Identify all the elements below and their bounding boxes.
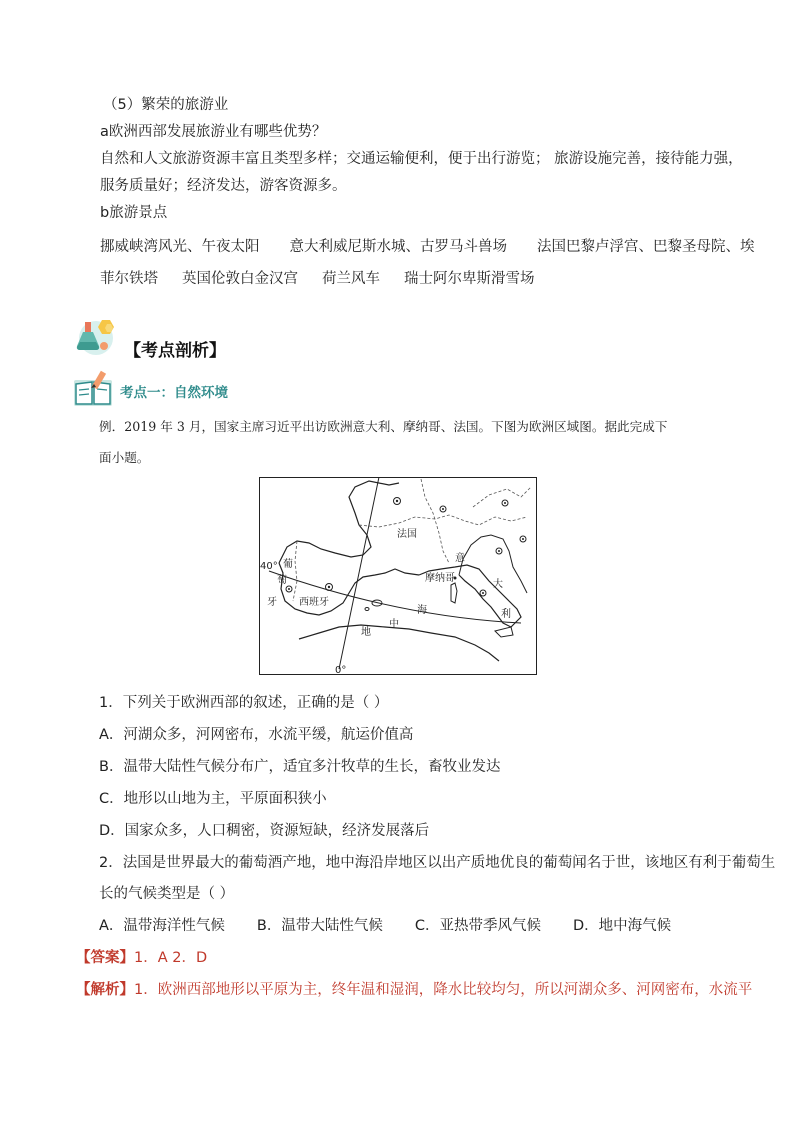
capital-marker [522,538,524,540]
spot: 瑞士阿尔卑斯滑雪场 [404,271,535,287]
question-b: b旅游景点 [100,205,168,221]
map-label-italy-3: 利 [501,609,511,620]
capital-marker [498,550,500,552]
spots-line-1 [100,237,779,257]
answer-line-1: 自然和人文旅游资源丰富且类型多样；交通运输便利，便于出行游览； 旅游设施完善，接待能力强， [100,151,743,167]
capital-marker [328,586,330,588]
q2-stem-line-2: 长的气候类型是（ ） [99,886,235,902]
q2-stem-line-1: 2．法国是世界最大的葡萄酒产地，地中海沿岸地区以出产质地优良的葡萄闻名于世，该地区有利于葡萄生 [99,855,776,871]
open-book-pencil-icon [72,370,114,408]
q1-stem: 1．下列关于欧洲西部的叙述，正确的是（ ） [99,695,389,711]
map-label-spain: 西班牙 [299,597,329,608]
spot: 荷兰风车 [322,271,380,287]
spot: 意大利威尼斯水城、古罗马斗兽场 [289,239,507,255]
map-label-lat40: 40° [260,561,278,572]
q2-option-a: A．温带海洋性气候 [99,918,225,934]
q1-option-c: C．地形以山地为主，平原面积狭小 [99,791,327,807]
map-label-med-3: 海 [417,605,427,616]
example-line-1: 例．2019 年 3 月，国家主席习近平出访欧洲意大利、摩纳哥、法国。下图为欧洲区域图。据此完成下 [99,419,668,434]
map-label-lon0: 0° [335,665,347,675]
spot: 菲尔铁塔 [100,271,158,287]
map-label-monaco: 摩纳哥 [425,573,455,584]
map-label-italy-2: 大 [493,579,503,590]
q2-option-d: D．地中海气候 [573,918,672,934]
q2-option-b: B．温带大陆性气候 [256,918,383,934]
lab-flask-icon [74,316,118,356]
map-label-med-1: 地 [361,627,371,638]
q1-option-b: B．温带大陆性气候分布广，适宜多汁牧草的生长，畜牧业发达 [99,759,501,775]
heading-analysis: 【考点剖析】 [124,341,226,361]
spot: 法国巴黎卢浮宫、巴黎圣母院、埃 [537,239,755,255]
map-label-italy-1: 意 [455,553,465,564]
section-title-tourism: （5）繁荣的旅游业 [103,97,229,113]
answer-label: 【答案】 [76,950,134,966]
map-label-portugal-1: 葡 [283,559,293,570]
map-label-portugal-2: 萄 [277,575,287,586]
capital-marker [288,588,290,590]
spots-line-2 [100,269,559,289]
q2-options [99,916,703,936]
analysis-row [76,980,752,1000]
capital-marker [442,508,444,510]
capital-marker [482,592,484,594]
spot: 英国伦敦白金汉宫 [182,271,298,287]
map-label-med-2: 中 [389,619,399,630]
answer-line-2: 服务质量好；经济发达，游客资源多。 [100,178,347,194]
q1-option-d: D．国家众多，人口稠密，资源短缺，经济发展落后 [99,823,430,839]
map-label-portugal-3: 牙 [267,597,277,608]
capital-marker [396,500,398,502]
capital-marker [504,502,506,504]
q1-option-a: A．河湖众多，河网密布，水流平缓，航运价值高 [99,727,414,743]
analysis-text: 1．欧洲西部地形以平原为主，终年温和湿润，降水比较均匀，所以河湖众多、河网密布，水流平 [134,982,753,998]
spot: 挪威峡湾风光、午夜太阳 [100,239,260,255]
point-title: 考点一：自然环境 [120,385,228,401]
question-a: a欧洲西部发展旅游业有哪些优势？ [100,124,327,140]
example-line-2: 面小题。 [99,450,150,465]
map-label-france: 法国 [397,529,417,540]
europe-region-map [259,477,537,675]
q2-option-c: C．亚热带季风气候 [414,918,541,934]
analysis-label: 【解析】 [76,982,134,998]
answer-row [76,948,207,968]
answer-text: 1．A 2．D [134,950,208,966]
